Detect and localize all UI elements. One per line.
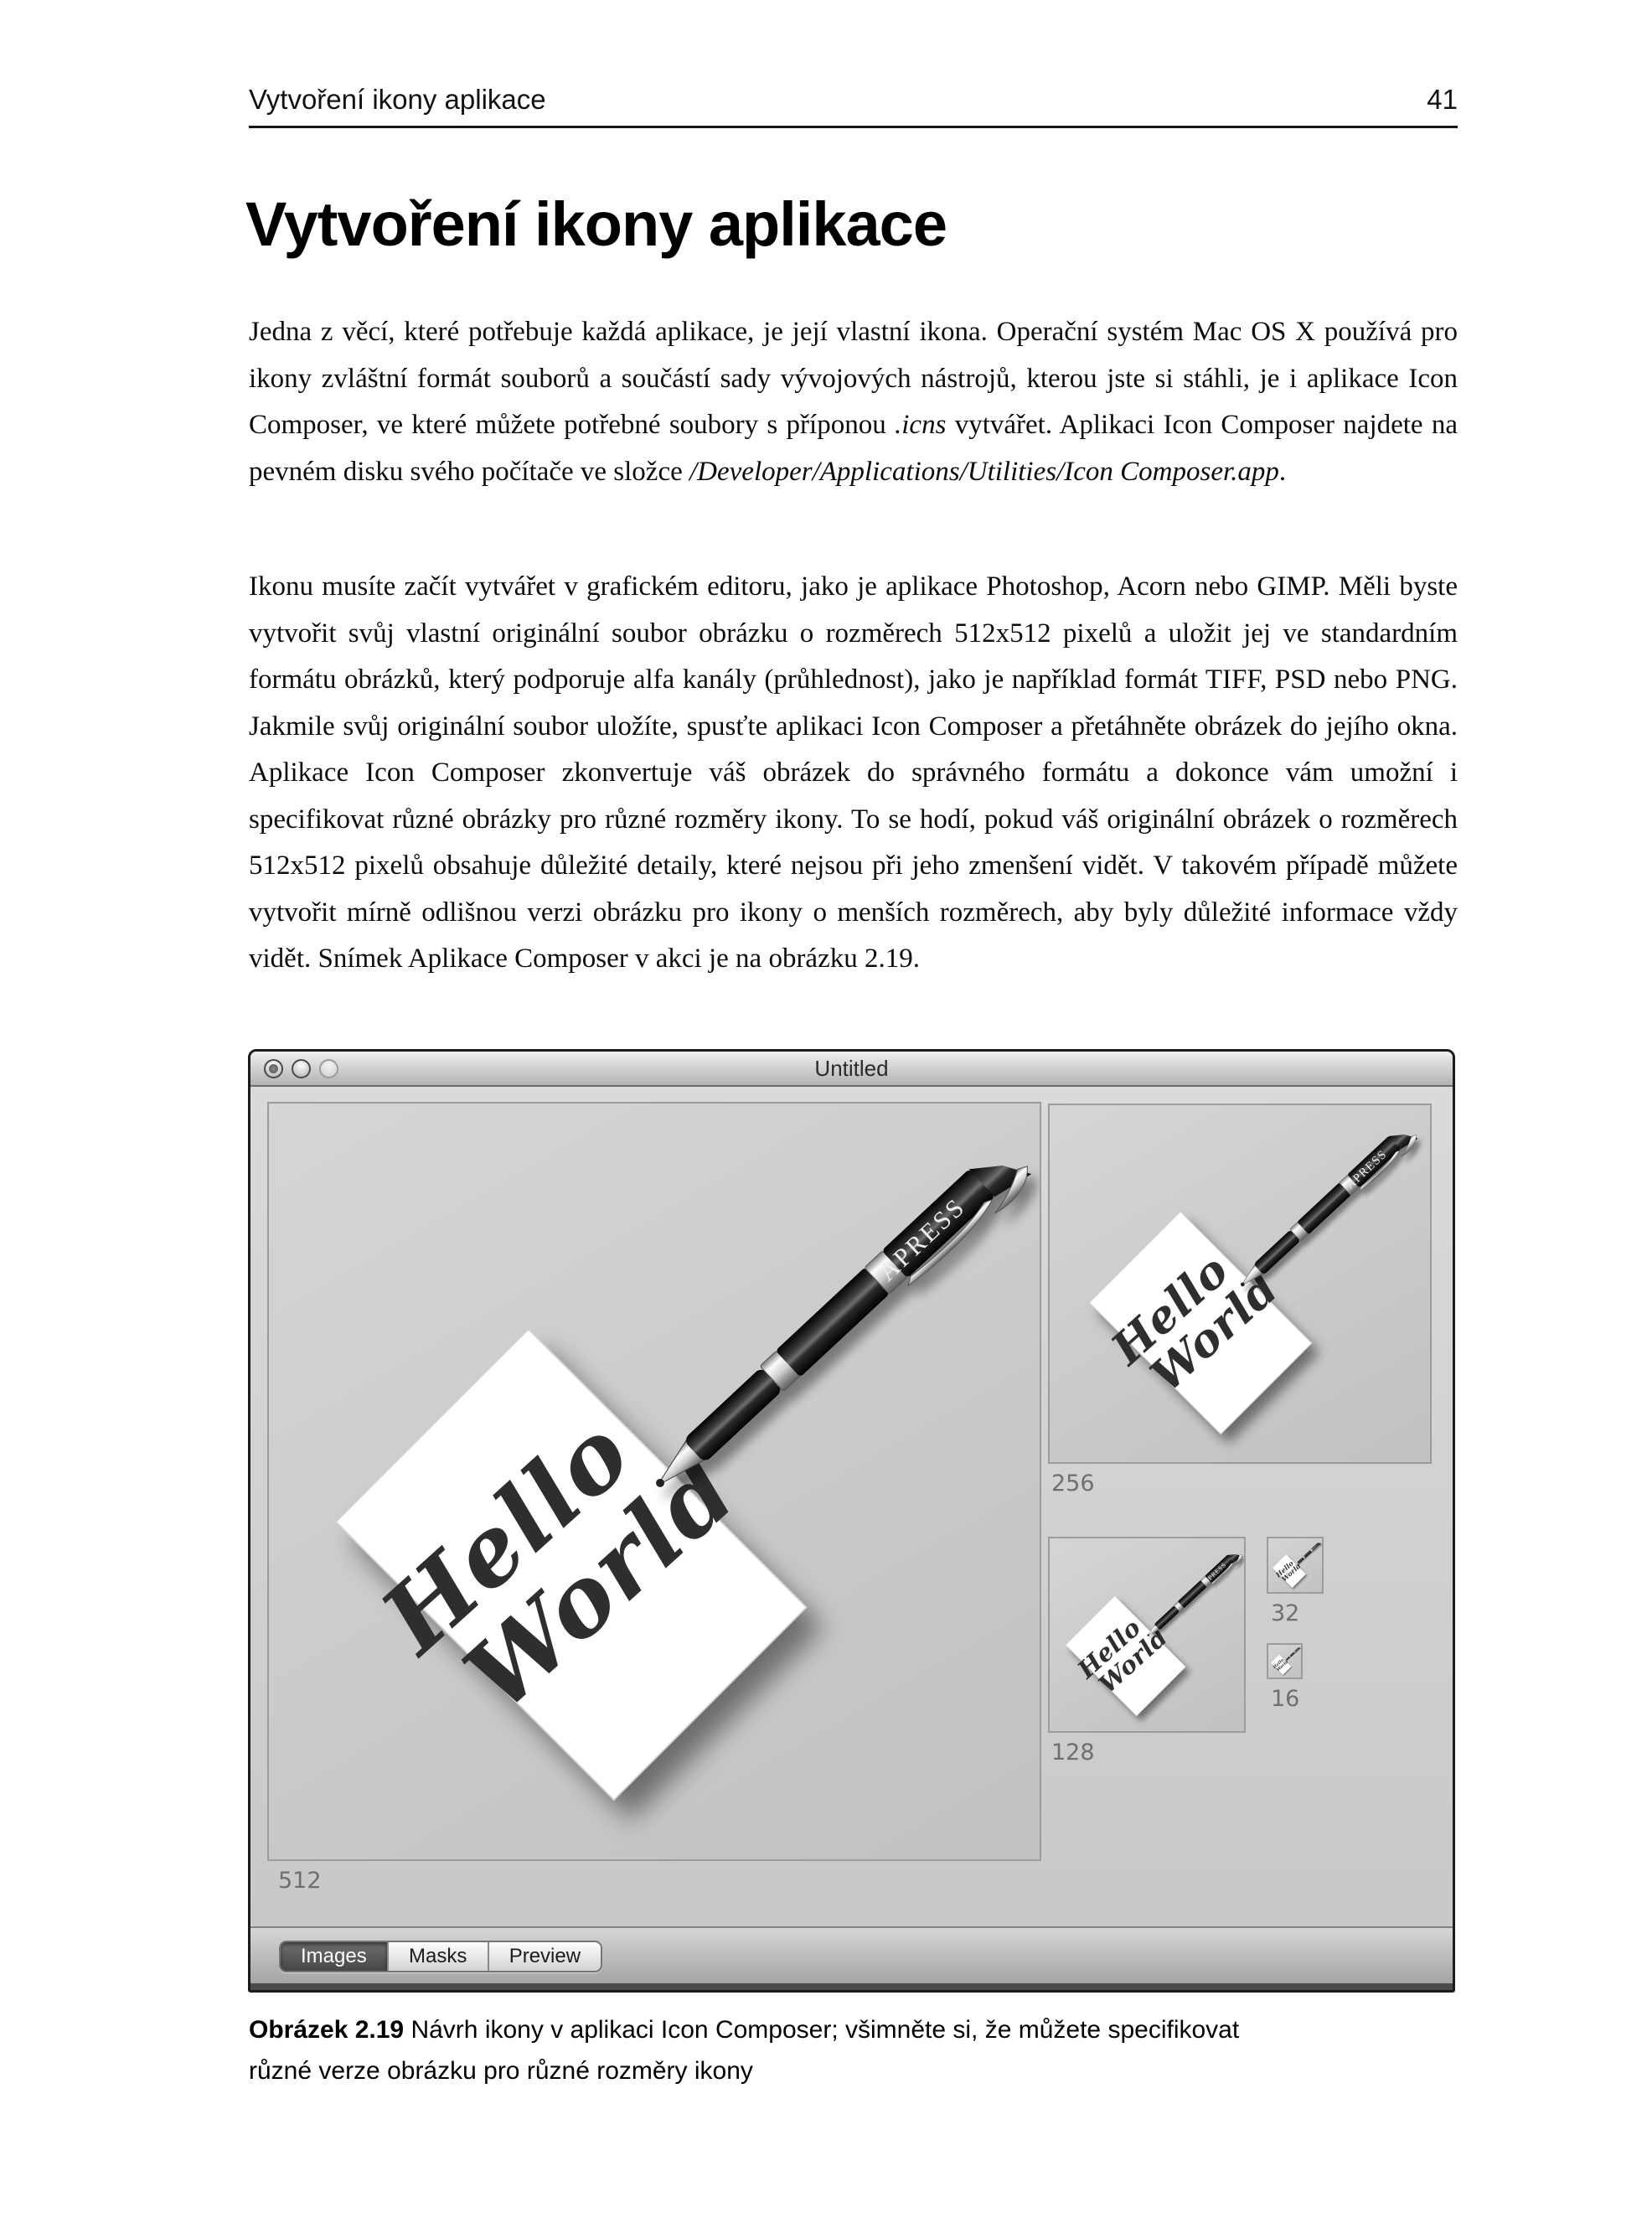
size-label-16: 16 (1271, 1686, 1300, 1712)
hello-world-icon-16 (1268, 1645, 1301, 1677)
size-label-32: 32 (1271, 1600, 1300, 1626)
running-head-row (249, 84, 1458, 116)
close-button-icon[interactable] (264, 1059, 283, 1078)
page-number: 41 (1427, 84, 1458, 115)
page-title: Vytvoření ikony aplikace (245, 189, 947, 259)
paragraph-2: Ikonu musíte začít vytvářet v grafickém editoru, jako je aplikace Photoshop, Acorn nebo GIMP. Měli byste vytvořit svůj vlastní originální soubor obrázku o rozměrech 512x512 pixelů a uložit jej ve standardním formátu obrázků, který podporuje alfa kanály (průhlednost), jako je například formát TIFF, PSD nebo PNG. Jakmile svůj originální soubor uložíte, spusťte aplikaci Icon Composer a přetáhněte obrázek do jejího okna. Aplikace Icon Composer zkonvertuje váš obrázek do správného formátu a dokonce vám umožní i specifikovat různé obrázky pro různé rozměry ikony. To se hodí, pokud váš originální obrázek o rozměrech 512x512 pixelů obsahuje důležité detaily, které nejsou při jeho zmenšení vidět. V takovém případě můžete vytvořit mírně odlišnou verzi obrázku pro ikony o menších rozměrech, aby byly důležité informace vždy vidět. Snímek Aplikace Composer v akci je na obrázku 2.19. (249, 571, 1458, 974)
figure-caption-line1: Návrh ikony v aplikaci Icon Composer; všimněte si, že můžete specifikovat (404, 2016, 1240, 2044)
zoom-button-icon[interactable] (319, 1059, 338, 1078)
size-label-256: 256 (1051, 1471, 1095, 1497)
image-well-128[interactable] (1048, 1537, 1246, 1733)
icon-composer-path: /Developer/Applications/Utilities/Icon Composer.app (689, 456, 1279, 487)
size-label-512: 512 (278, 1868, 322, 1894)
icns-extension: .icns (895, 410, 947, 440)
image-well-256[interactable] (1048, 1104, 1432, 1464)
hello-world-icon-512 (269, 1104, 1040, 1859)
window-bottom-bar (250, 1926, 1453, 1990)
tab-images[interactable]: Images (281, 1942, 389, 1971)
figure-caption (249, 2009, 1458, 2091)
tab-masks[interactable]: Masks (389, 1942, 489, 1971)
tab-preview[interactable]: Preview (489, 1942, 601, 1971)
hello-world-icon-32 (1268, 1538, 1322, 1592)
traffic-lights (264, 1059, 338, 1078)
size-label-128: 128 (1051, 1739, 1095, 1765)
running-head-rule (249, 126, 1458, 128)
paragraph-1-text: vytvářet. Aplikaci Icon Composer najdete na pevném disku svého počítače ve složce (249, 410, 1458, 487)
figure-caption-line2: různé verze obrázku pro různé rozměry ikony (249, 2057, 753, 2085)
view-segmented-control (279, 1941, 602, 1972)
image-well-16[interactable] (1267, 1643, 1303, 1679)
close-dot-icon (269, 1064, 278, 1073)
window-content (250, 1087, 1453, 1931)
hello-world-icon-128 (1050, 1538, 1244, 1731)
image-well-512[interactable] (267, 1102, 1041, 1861)
image-well-32[interactable] (1267, 1537, 1324, 1594)
paragraph-1 (249, 309, 1458, 495)
window-titlebar[interactable] (250, 1052, 1453, 1087)
minimize-button-icon[interactable] (292, 1059, 311, 1078)
figure-caption-label: Obrázek 2.19 (249, 2016, 405, 2044)
window-title: Untitled (814, 1056, 889, 1081)
running-head: Vytvoření ikony aplikace (249, 84, 546, 115)
paragraph-1-text: . (1278, 456, 1287, 487)
paragraph-1-text: Jedna z věcí, které potřebuje každá aplikace, je její vlastní ikona. Operační systém Mac OS X používá pro ikony zvláštní formát souborů a součástí sady vývojových nástrojů, kterou jste si stáhli, je i aplikace Icon Composer, ve které můžete potřebné soubory s příponou (249, 317, 1458, 440)
icon-composer-window (248, 1049, 1455, 1993)
hello-world-icon-256 (1050, 1105, 1430, 1462)
